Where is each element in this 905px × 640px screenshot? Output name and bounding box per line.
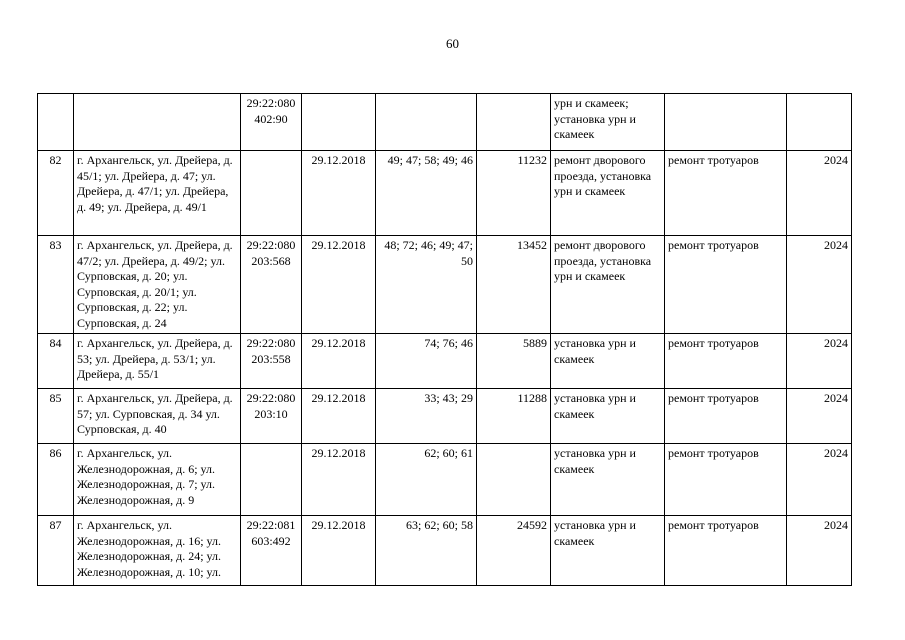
year-cell: 2024 bbox=[787, 151, 852, 236]
table-row bbox=[38, 94, 852, 151]
extra-work-cell: ремонт тротуаров bbox=[665, 151, 787, 236]
year-cell: 2024 bbox=[787, 334, 852, 389]
date-cell: 29.12.2018 bbox=[302, 516, 376, 586]
address-cell bbox=[74, 94, 241, 151]
extra-work-cell: ремонт тротуаров bbox=[665, 444, 787, 516]
row-number: 85 bbox=[38, 389, 74, 444]
area-cell: 13452 bbox=[477, 236, 551, 334]
date-cell: 29.12.2018 bbox=[302, 389, 376, 444]
row-number: 86 bbox=[38, 444, 74, 516]
address-cell: г. Архангельск, ул. Дрейера, д. 53; ул. Дрейера, д. 53/1; ул. Дрейера, д. 55/1 bbox=[74, 334, 241, 389]
address-cell: г. Архангельск, ул. Дрейера, д. 45/1; ул. Дрейера, д. 47; ул. Дрейера, д. 47/1; ул. Дрейера, д. 49; ул. Дрейера, д. 49/1 bbox=[74, 151, 241, 236]
main-work-cell: установка урн и скамеек bbox=[551, 334, 665, 389]
table-row bbox=[38, 389, 852, 444]
area-cell: 11288 bbox=[477, 389, 551, 444]
date-cell: 29.12.2018 bbox=[302, 236, 376, 334]
apartments-cell: 48; 72; 46; 49; 47; 50 bbox=[376, 236, 477, 334]
apartments-cell: 74; 76; 46 bbox=[376, 334, 477, 389]
main-work-cell: установка урн и скамеек bbox=[551, 516, 665, 586]
year-cell: 2024 bbox=[787, 516, 852, 586]
extra-work-cell: ремонт тротуаров bbox=[665, 516, 787, 586]
row-number: 82 bbox=[38, 151, 74, 236]
address-cell: г. Архангельск, ул. Железнодорожная, д. 6; ул. Железнодорожная, д. 7; ул. Железнодорожная, д. 9 bbox=[74, 444, 241, 516]
main-work-cell: установка урн и скамеек bbox=[551, 444, 665, 516]
address-cell: г. Архангельск, ул. Дрейера, д. 47/2; ул. Дрейера, д. 49/2; ул. Сурповская, д. 20; ул. Сурповская, д. 20/1; ул. Сурповская, д. 22; ул. Сурповская, д. 24 bbox=[74, 236, 241, 334]
table-row bbox=[38, 151, 852, 236]
extra-work-cell: ремонт тротуаров bbox=[665, 334, 787, 389]
main-work-cell: ремонт дворового проезда, установка урн и скамеек bbox=[551, 236, 665, 334]
date-cell: 29.12.2018 bbox=[302, 151, 376, 236]
row-number bbox=[38, 94, 74, 151]
apartments-cell: 33; 43; 29 bbox=[376, 389, 477, 444]
date-cell: 29.12.2018 bbox=[302, 334, 376, 389]
cadastral-number-cell: 29:22:080 203:568 bbox=[241, 236, 302, 334]
row-number: 87 bbox=[38, 516, 74, 586]
year-cell: 2024 bbox=[787, 389, 852, 444]
apartments-cell bbox=[376, 94, 477, 151]
year-cell bbox=[787, 94, 852, 151]
yard-improvement-table bbox=[37, 93, 852, 586]
year-cell: 2024 bbox=[787, 236, 852, 334]
page-number: 60 bbox=[446, 36, 459, 51]
table-row bbox=[38, 334, 852, 389]
cadastral-number-cell: 29:22:080 402:90 bbox=[241, 94, 302, 151]
cadastral-number-cell bbox=[241, 444, 302, 516]
address-cell: г. Архангельск, ул. Дрейера, д. 57; ул. Сурповская, д. 34 ул. Сурповская, д. 40 bbox=[74, 389, 241, 444]
cadastral-number-cell: 29:22:080 203:10 bbox=[241, 389, 302, 444]
area-cell bbox=[477, 444, 551, 516]
row-number: 84 bbox=[38, 334, 74, 389]
cadastral-number-cell: 29:22:080 203:558 bbox=[241, 334, 302, 389]
area-cell: 11232 bbox=[477, 151, 551, 236]
date-cell bbox=[302, 94, 376, 151]
extra-work-cell bbox=[665, 94, 787, 151]
extra-work-cell: ремонт тротуаров bbox=[665, 389, 787, 444]
cadastral-number-cell: 29:22:081 603:492 bbox=[241, 516, 302, 586]
year-cell: 2024 bbox=[787, 444, 852, 516]
main-work-cell: установка урн и скамеек bbox=[551, 389, 665, 444]
main-work-cell: ремонт дворового проезда, установка урн и скамеек bbox=[551, 151, 665, 236]
main-work-cell: урн и скамеек; установка урн и скамеек bbox=[551, 94, 665, 151]
row-number: 83 bbox=[38, 236, 74, 334]
cadastral-number-cell bbox=[241, 151, 302, 236]
apartments-cell: 63; 62; 60; 58 bbox=[376, 516, 477, 586]
apartments-cell: 62; 60; 61 bbox=[376, 444, 477, 516]
address-cell: г. Архангельск, ул. Железнодорожная, д. 16; ул. Железнодорожная, д. 24; ул. Железнодорожная, д. 10; ул. bbox=[74, 516, 241, 586]
area-cell: 5889 bbox=[477, 334, 551, 389]
area-cell bbox=[477, 94, 551, 151]
date-cell: 29.12.2018 bbox=[302, 444, 376, 516]
area-cell: 24592 bbox=[477, 516, 551, 586]
apartments-cell: 49; 47; 58; 49; 46 bbox=[376, 151, 477, 236]
extra-work-cell: ремонт тротуаров bbox=[665, 236, 787, 334]
table-row bbox=[38, 516, 852, 586]
table-row bbox=[38, 444, 852, 516]
table-row bbox=[38, 236, 852, 334]
